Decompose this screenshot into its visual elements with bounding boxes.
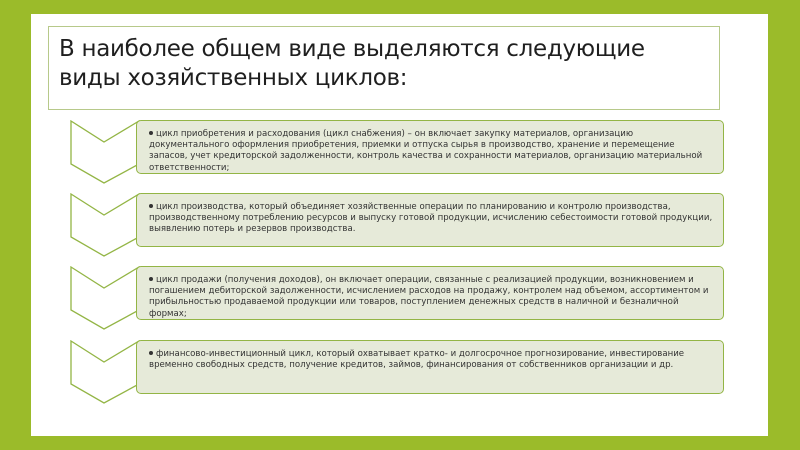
bullet-icon <box>149 204 153 208</box>
cycle-card-3 <box>136 266 724 320</box>
cycle-card-4 <box>136 340 724 394</box>
title-box <box>48 26 720 110</box>
cycle-text-4: финансово-инвестиционный цикл, который охватывает кратко- и долгосрочное прогнозирование, инвестирование временно свободных средств, получение кредитов, займов, финансирования от собственников организации и др. <box>149 349 685 371</box>
bullet-icon <box>149 277 153 281</box>
cycle-text-2: цикл производства, который объединяет хозяйственные операции по планированию и контролю производства, производственному потреблению ресурсов и выпуску готовой продукции, исчислению себестоимости готовой продукции, выявлению потерь и резервов производства. <box>149 202 713 235</box>
cycle-text-1: цикл приобретения и расходования (цикл снабжения) – он включает закупку материалов, организацию документального оформления приобретения, приемки и отпуска сырья в производство, хранение и перемещение запасов, учет кредиторской задолженности, контроль качества и сохранности материалов, организацию материальной ответственности; <box>149 129 703 173</box>
bullet-icon <box>149 131 153 135</box>
cycle-card-1 <box>136 120 724 174</box>
slide-title: В наиболее общем виде выделяются следующие виды хозяйственных циклов: <box>59 36 645 91</box>
cycle-text-3: цикл продажи (получения доходов), он включает операции, связанные с реализацией продукции, возникновением и погашением дебиторской задолженности, исчислением расходов на продажу, контролем над объемом, ассортиментом и прибыльностью продаваемой продукции или товаров, поступлением денежных средств в наличной и безналичной формах; <box>149 275 709 319</box>
cycle-card-2 <box>136 193 724 247</box>
bullet-icon <box>149 351 153 355</box>
